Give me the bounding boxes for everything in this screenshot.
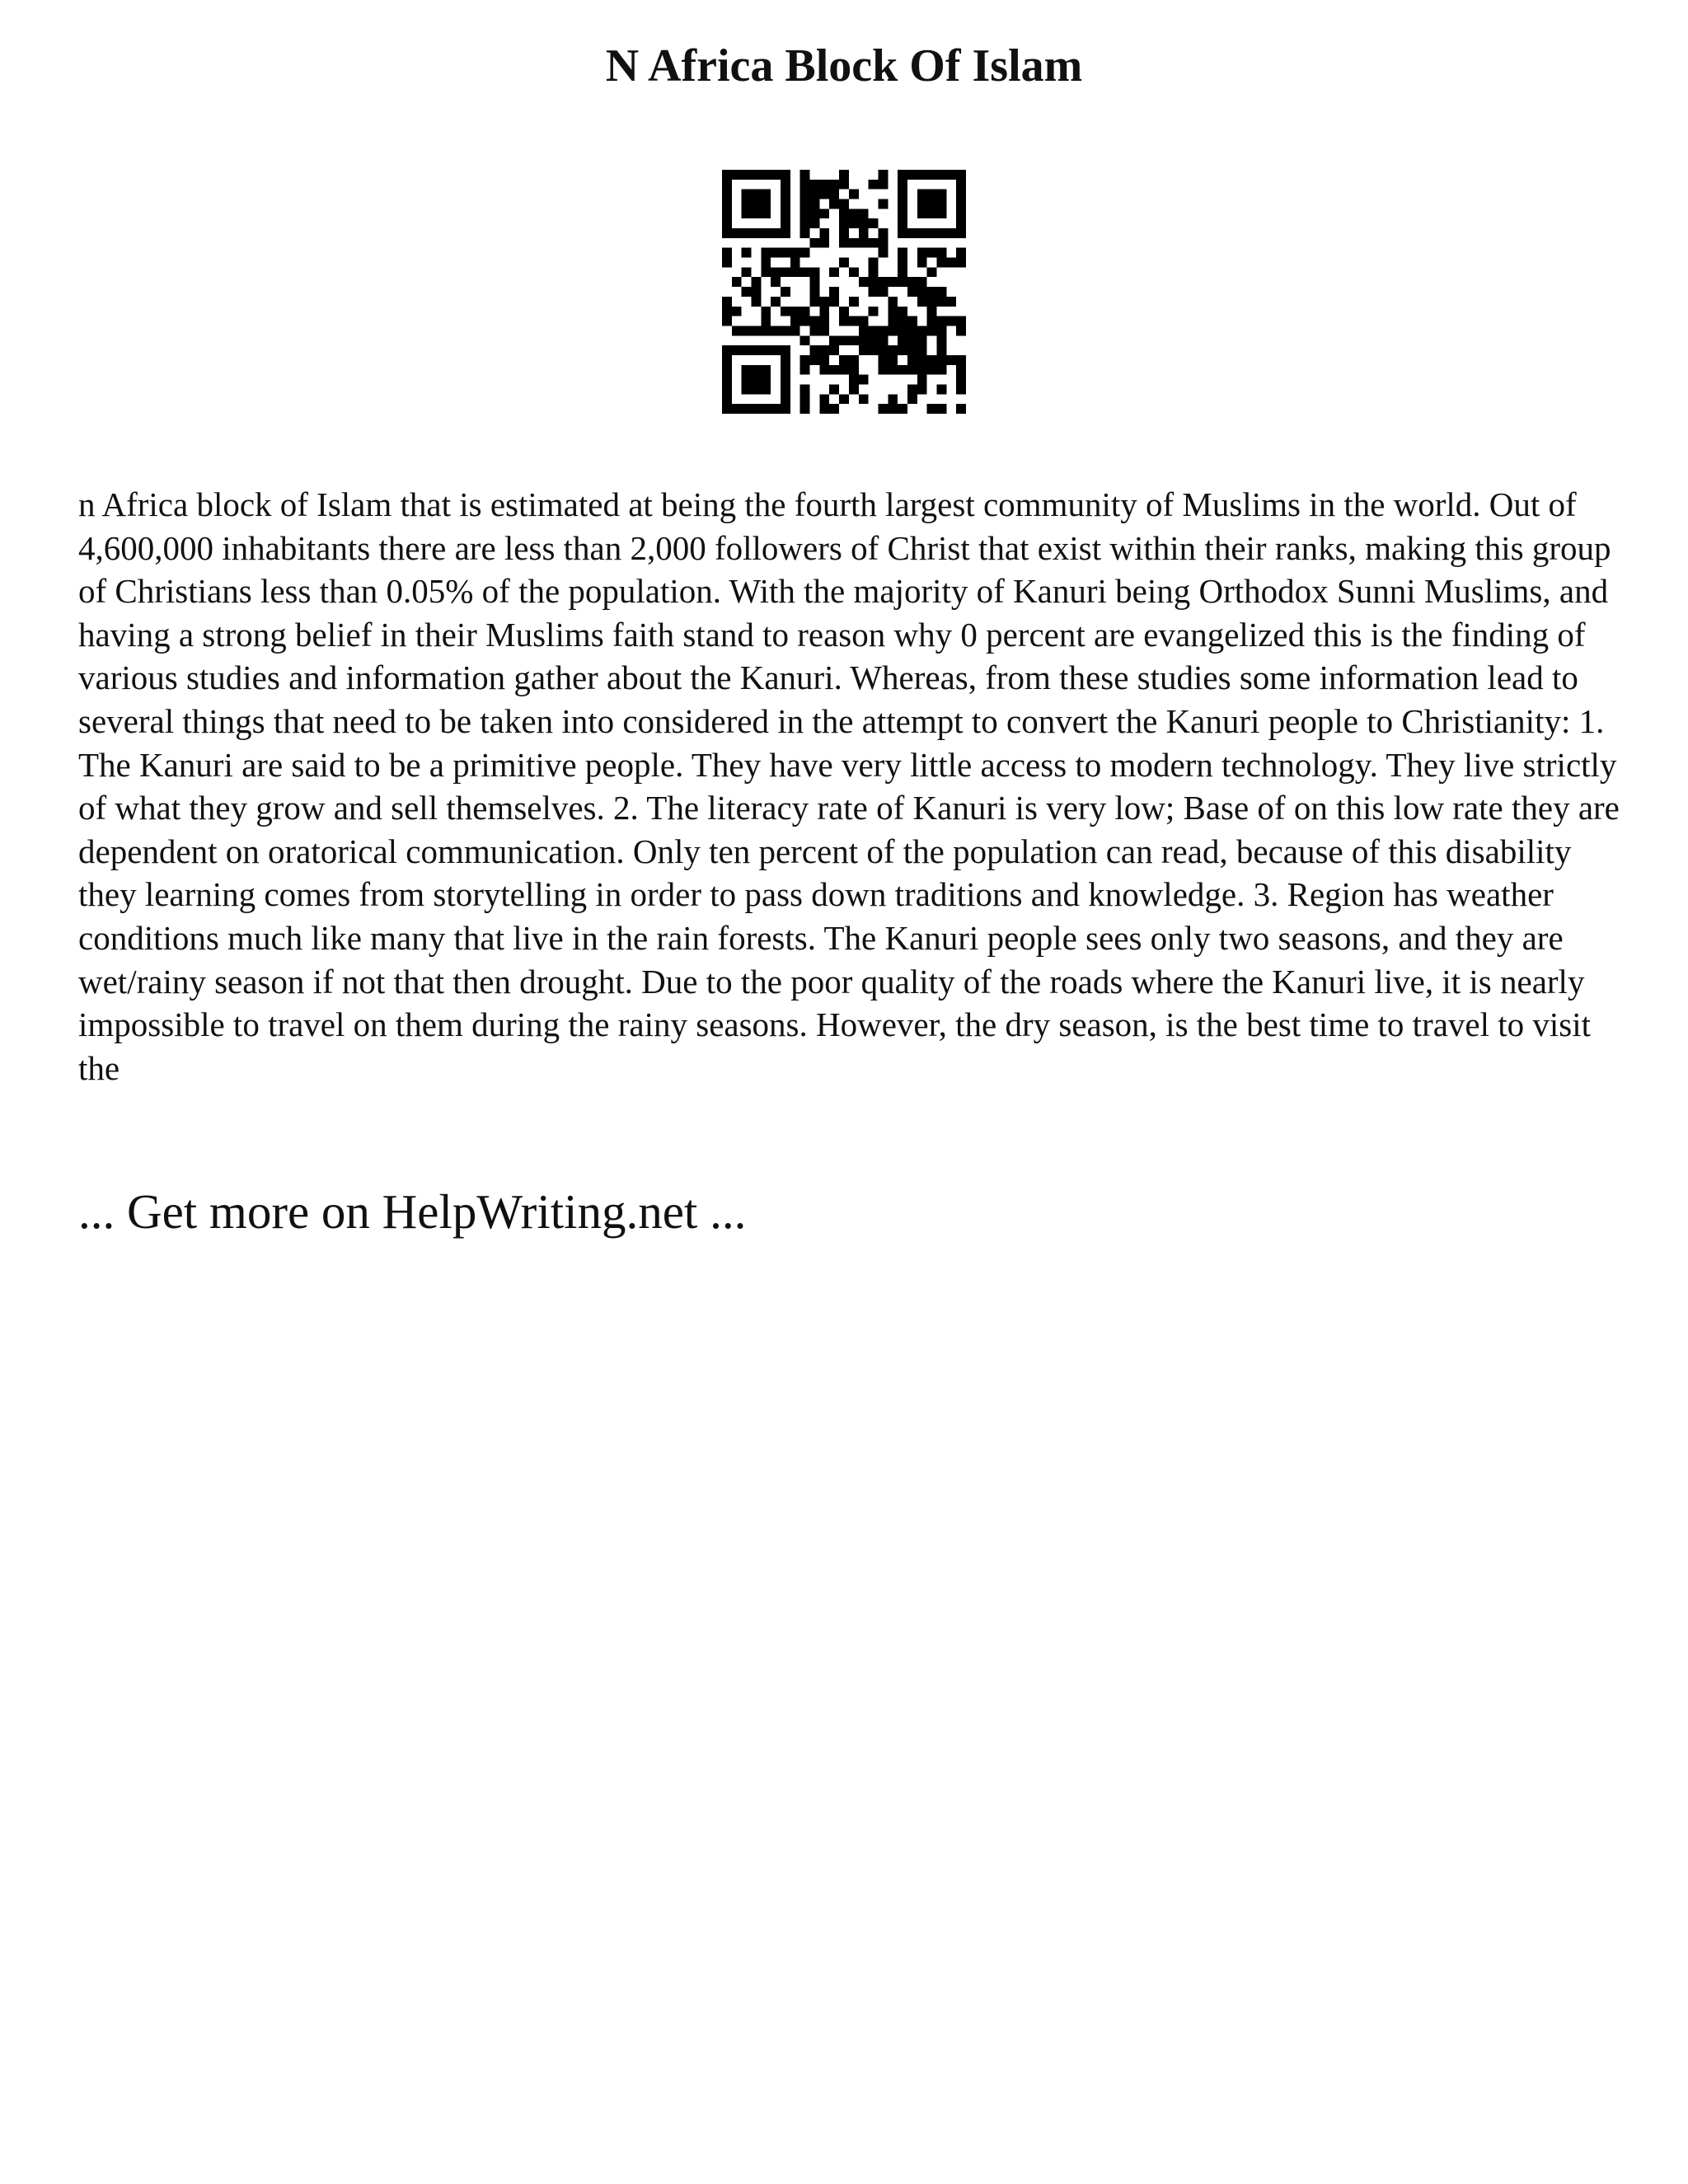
qr-code-icon (722, 170, 966, 414)
get-more-link[interactable]: ... Get more on HelpWriting.net ... (78, 1184, 747, 1239)
page-title: N Africa Block Of Islam (605, 40, 1083, 91)
body-paragraph: n Africa block of Islam that is estimated at being the fourth largest community of Muslims in the world. Out of 4,600,000 inhabitants there are less than 2,000 followers of Christ that exist within their ranks, making this group of Christians less than 0.05% of the population. With the majority of Kanuri being Orthodox Sunni Muslims, and having a strong belief in their Muslims faith stand to reason why 0 percent are evangelized this is the finding of various studies and information gather about the Kanuri. Whereas, from these studies some information lead to several things that need to be taken into considered in the attempt to convert the Kanuri people to Christianity: 1. The Kanuri are said to be a primitive people. They have very little access to modern technology. They live strictly of what they grow and sell themselves. 2. The literacy rate of Kanuri is very low; Base of on this low rate they are dependent on oratorical communication. Only ten percent of the population can read, because of this disability they learning comes from storytelling in order to pass down traditions and knowledge. 3. Region has weather conditions much like many that live in the rain forests. The Kanuri people sees only two seasons, and they are wet/rainy season if not that then drought. Due to the poor quality of the roads where the Kanuri live, it is nearly impossible to travel on them during the rainy seasons. However, the dry season, is the best time to travel to visit the (78, 485, 1620, 1087)
